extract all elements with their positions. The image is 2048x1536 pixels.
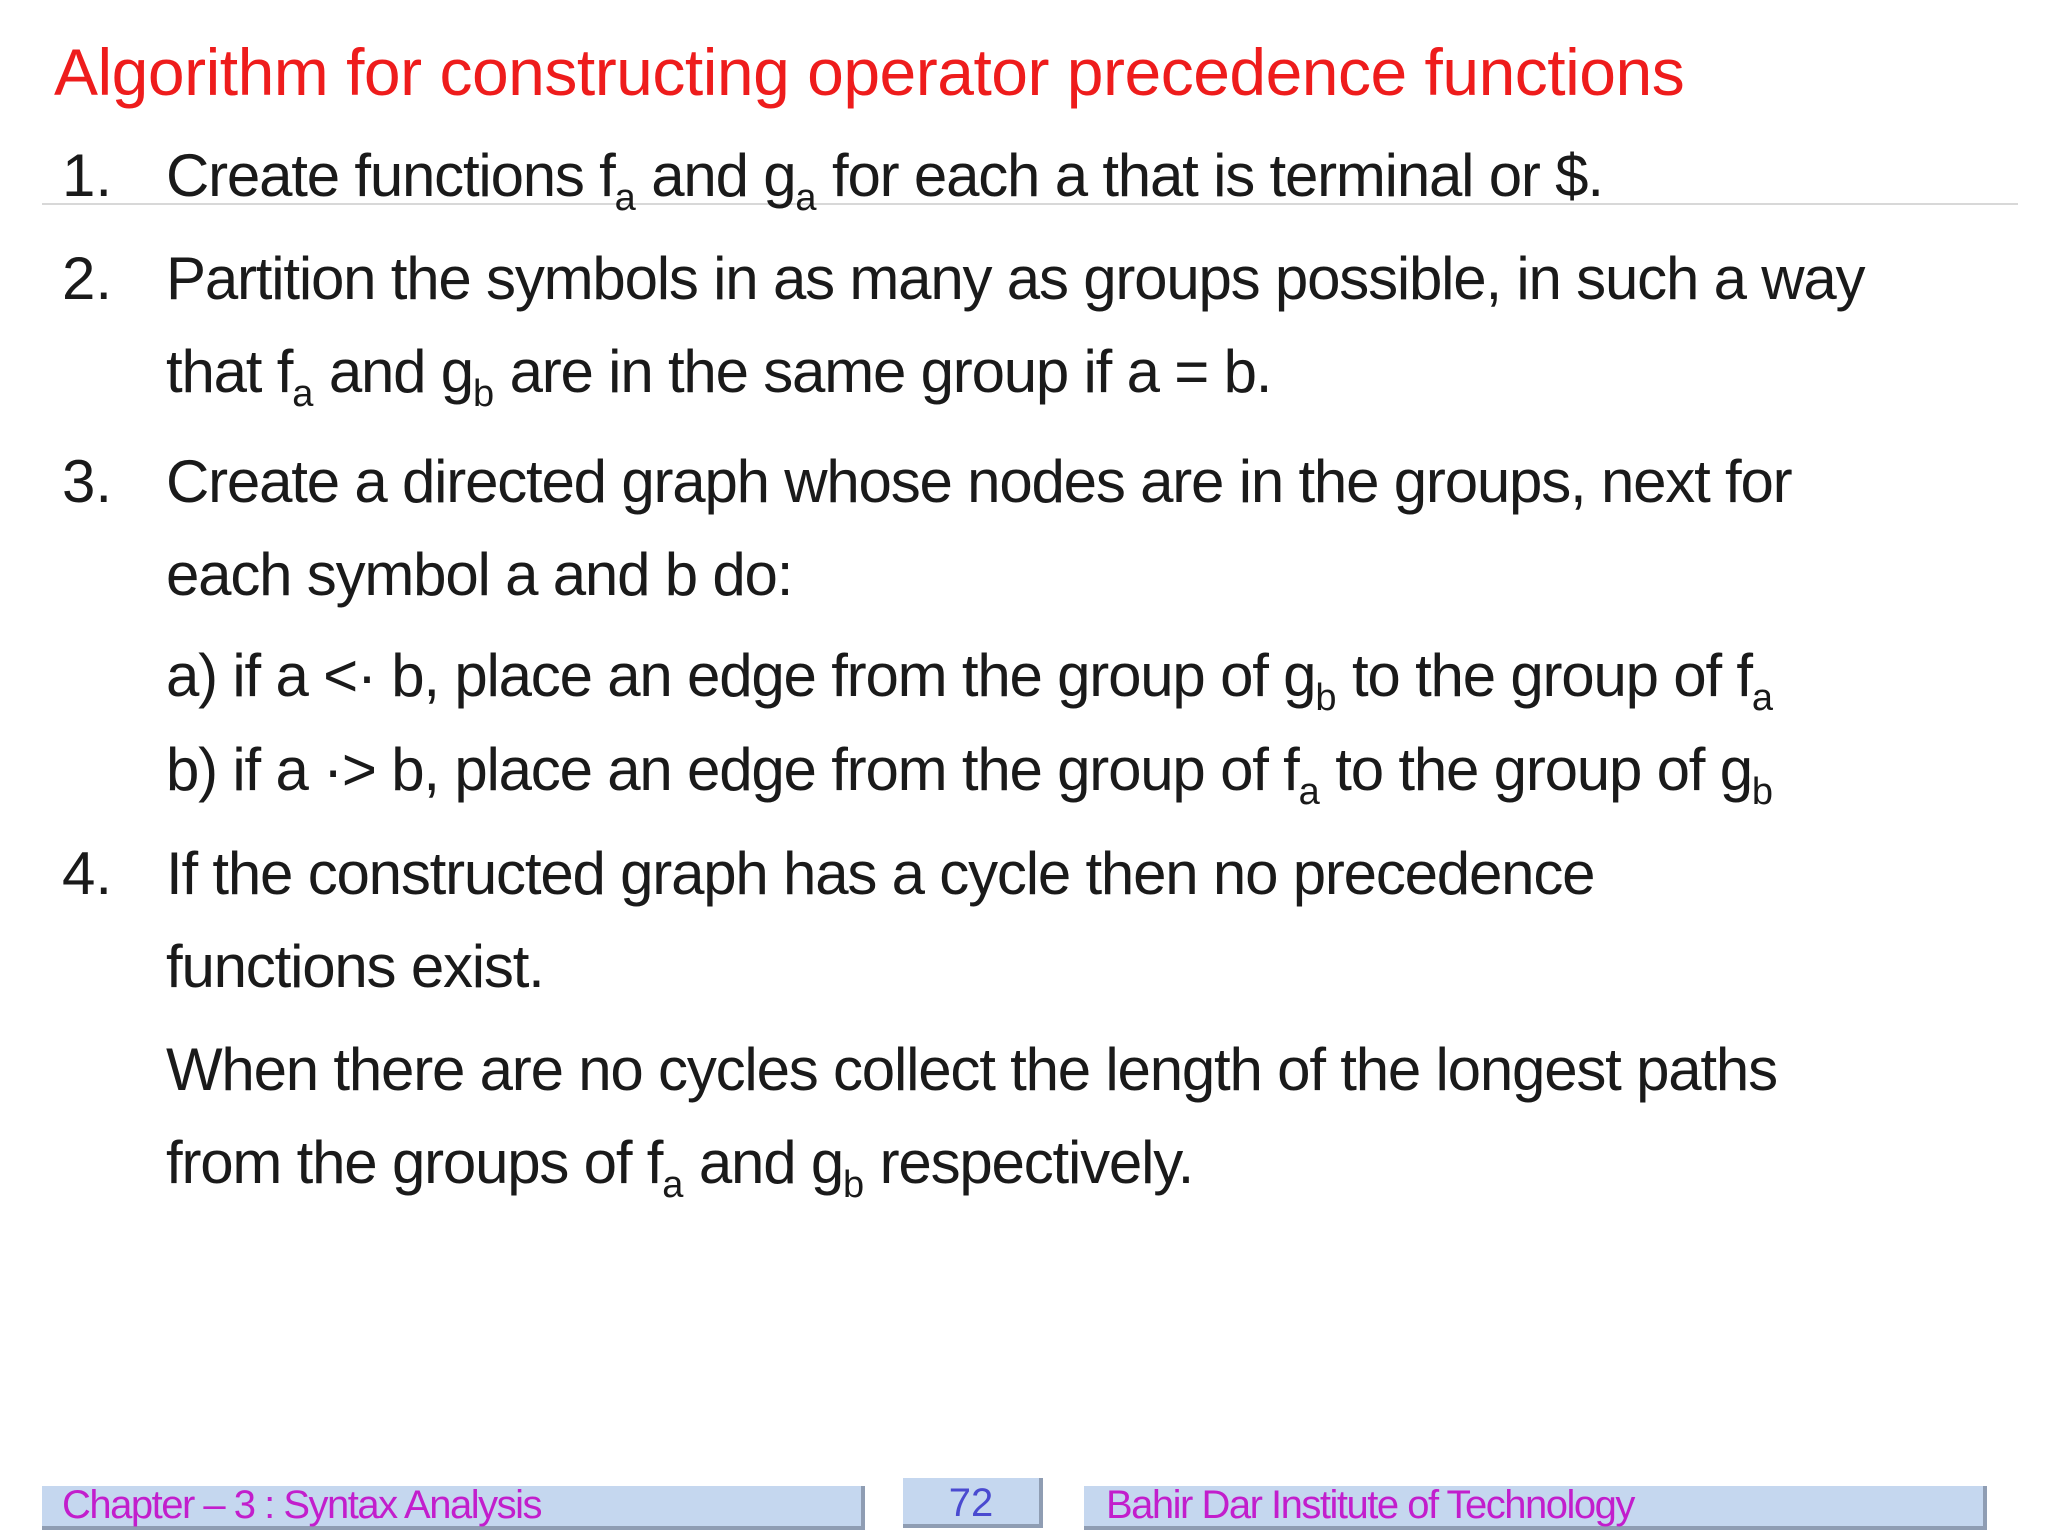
item-1-text xyxy=(166,136,1603,219)
footer-institute: Bahir Dar Institute of Technology xyxy=(1106,1483,1634,1527)
footer-chapter: Chapter – 3 : Syntax Analysis xyxy=(62,1483,541,1527)
item-3-line-2: each symbol a and b do: xyxy=(166,541,793,608)
item-2-line-2 xyxy=(166,332,1272,415)
item-3a-subscript: b xyxy=(1315,677,1337,719)
slide-title: Algorithm for constructing operator precedence functions xyxy=(54,35,1685,109)
item-3b-subscript: b xyxy=(1751,771,1773,813)
item-2-number: 2. xyxy=(62,245,113,312)
item-2-line-1: Partition the symbols in as many as groups possible, in such a way xyxy=(166,245,1865,312)
item-3-number: 3. xyxy=(62,448,113,515)
item-4-text-part: respectively. xyxy=(864,1129,1194,1196)
item-3a-text-part: a) if a <· b, place an edge from the group of g xyxy=(166,642,1316,709)
item-3b-subscript: a xyxy=(1298,771,1320,813)
item-4-line-3: When there are no cycles collect the length of the longest paths xyxy=(166,1036,1777,1103)
item-2-subscript: a xyxy=(292,373,314,415)
item-4-line-1: If the constructed graph has a cycle then no precedence xyxy=(166,840,1595,907)
item-3b-text-part: b) if a ·> b, place an edge from the group of f xyxy=(166,736,1299,803)
item-1-text-part: and g xyxy=(635,142,796,209)
item-1-subscript: a xyxy=(795,177,817,219)
item-4-line-2: functions exist. xyxy=(166,933,544,1000)
item-4-text-part: and g xyxy=(683,1129,844,1196)
item-4-text-part: from the groups of f xyxy=(166,1129,663,1196)
item-1-number: 1. xyxy=(62,142,113,209)
item-4-line-4 xyxy=(166,1123,1194,1206)
item-1-text-part: for each a that is terminal or $. xyxy=(816,142,1603,209)
item-2-subscript: b xyxy=(472,373,495,415)
item-3a-text-part: to the group of f xyxy=(1336,642,1752,709)
item-2-text-part: that f xyxy=(166,338,293,405)
item-2-text-part: are in the same group if a = b. xyxy=(494,338,1272,405)
item-2-text-part: and g xyxy=(313,338,473,405)
item-3b-text-part: to the group of g xyxy=(1319,736,1752,803)
item-3-sub-a xyxy=(166,636,1773,719)
item-3-sub-b xyxy=(166,730,1773,813)
item-4-subscript: a xyxy=(662,1164,684,1206)
item-4-number: 4. xyxy=(62,840,113,907)
page-number: 72 xyxy=(948,1481,994,1525)
item-4-subscript: b xyxy=(843,1164,865,1206)
item-1-subscript: a xyxy=(614,177,636,219)
item-3-line-1: Create a directed graph whose nodes are in the groups, next for xyxy=(166,448,1792,515)
item-3a-subscript: a xyxy=(1751,677,1773,719)
item-1-text-part: Create functions f xyxy=(166,142,615,209)
